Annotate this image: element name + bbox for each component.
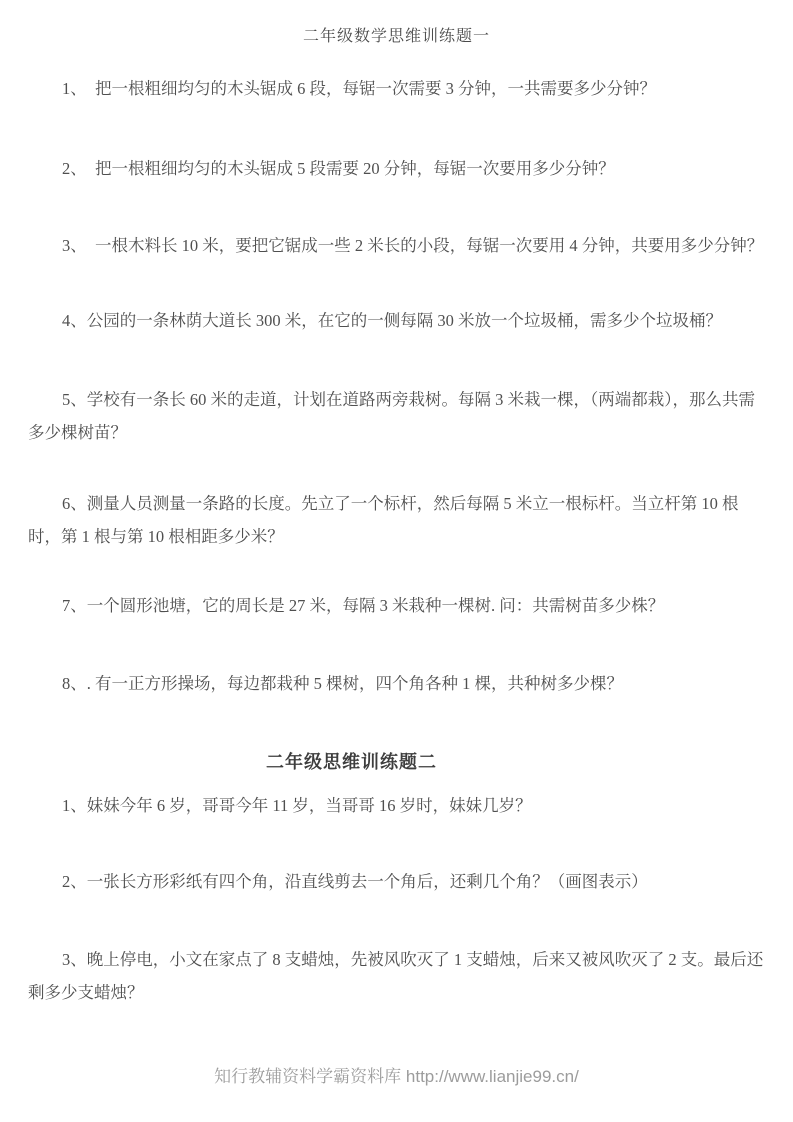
section1-question-1: 1、 把一根粗细均匀的木头锯成 6 段，每锯一次需要 3 分钟，一共需要多少分钟？ xyxy=(62,79,656,98)
section2-question-3: 3、晚上停电，小文在家点了 8 支蜡烛，先被风吹灭了 1 支蜡烛，后来又被风吹灭了 2 支。最后还剩多少支蜡烛？ xyxy=(28,950,764,1002)
section1-question-6: 6、测量人员测量一条路的长度。先立了一个标杆，然后每隔 5 米立一根标杆。当立杆第 10 根时，第 1 根与第 10 根相距多少米？ xyxy=(28,494,739,546)
section2-question-2: 2、一张长方形彩纸有四个角，沿直线剪去一个角后，还剩几个角？（画图表示） xyxy=(62,872,648,891)
section1-question-3: 3、 一根木料长 10 米，要把它锯成一些 2 米长的小段，每锯一次要用 4 分钟，共要用多少分钟？ xyxy=(62,236,764,255)
section1-question-5: 5、学校有一条长 60 米的走道，计划在道路两旁栽树。每隔 3 米栽一棵，（两端都栽），那么共需多少棵树苗？ xyxy=(28,390,755,442)
footer-text: 知行教辅资料学霸资料库 http://www.lianjie99.cn/ xyxy=(214,1067,579,1086)
section2-question-1: 1、妹妹今年 6 岁，哥哥今年 11 岁，当哥哥 16 岁时，妹妹几岁？ xyxy=(62,796,532,815)
section1-question-8: 8、. 有一正方形操场，每边都栽种 5 棵树，四个角各种 1 棵，共种树多少棵？ xyxy=(62,674,623,693)
section1-question-4: 4、公园的一条林荫大道长 300 米，在它的一侧每隔 30 米放一个垃圾桶，需多少个垃圾桶？ xyxy=(62,311,722,330)
section2-title: 二年级思维训练题二 xyxy=(266,752,437,772)
section1-title: 二年级数学思维训练题一 xyxy=(302,28,490,45)
section1-question-2: 2、 把一根粗细均匀的木头锯成 5 段需要 20 分钟，每锯一次要用多少分钟？ xyxy=(62,159,615,178)
section1-question-7: 7、一个圆形池塘，它的周长是 27 米，每隔 3 米栽种一棵树. 问：共需树苗多少株？ xyxy=(62,596,665,615)
